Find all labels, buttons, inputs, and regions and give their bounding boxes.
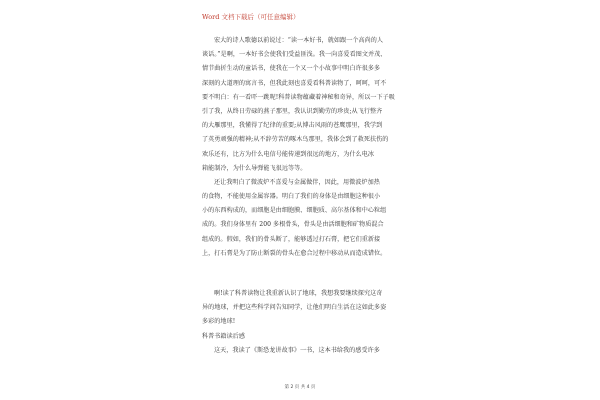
text-line: 了英勇顽强的精神;从不辞劳苦的啄木鸟那里，我体会到了救死扶伤的 <box>202 136 389 144</box>
text-line: 的食物，不能使用金属容器。明白了我们的身体是由细胞这种很小 <box>202 193 381 201</box>
text-line: 引了我，从终日劳碌的燕子那里，我认识到勤劳的珍贵;从飞行整齐 <box>202 107 383 115</box>
text-line: 深刻的大道理的寓言书，但我此刻也喜爱看科普读物了，呵呵，可不 <box>202 79 387 87</box>
text-line: 这天，我读了《斯恐龙讲故事》一书，这本书给我的感受许多 <box>214 346 380 354</box>
section-subtitle: 科普书籍读后感 <box>202 332 246 340</box>
text-line: 异的地球，并把这些科学问告知同学，让他们明白生活在这如此多姿 <box>202 304 387 312</box>
text-line: 组成的。假如，我们的骨头断了，能够透过打石膏，把它们重新接 <box>202 235 381 243</box>
text-line: 宏大的诗人歌德以前说过：“读一本好书，就如跟一个高尚的人 <box>214 37 384 44</box>
paragraph-4 <box>202 344 412 358</box>
paragraph-1 <box>202 34 412 176</box>
text-line: 多彩的地球! <box>202 318 236 326</box>
text-line: 要不明白：有一看吓一跳呢!科普读物蕴藏着神秘和奇异，所以一下子吸 <box>202 93 395 101</box>
text-line: 小的东西构成的，而细胞是由细胞膜、细胞质、高尔基体和中心粒组 <box>202 207 387 215</box>
text-line: 谈话。”是啊，一本好书会使我们受益匪浅。我一向喜爱看图文并茂、 <box>202 51 387 59</box>
paragraph-3 <box>202 287 412 330</box>
paragraph-2 <box>202 176 412 261</box>
text-line: 成的。我们身体里有 200 多根骨头，骨头是由活细胞和矿物质混合 <box>202 221 384 229</box>
document-body <box>202 34 412 358</box>
text-line: 啊!读了科普读物让我重新认识了地球，我想我要继续探究这奇 <box>214 290 383 297</box>
text-line: 还让我明白了微波炉不喜爱与金属做伴，因此，用微波炉加热 <box>214 178 380 186</box>
text-line: 欢乐还有，比方为什么电信号能传递到很远的地方，为什么电冰 <box>202 150 375 158</box>
paragraph-spacer <box>202 261 412 287</box>
text-line: 情节曲折生动的童话书，使我在一个又一个小故事中明白许很多多 <box>202 65 381 73</box>
page-footer: 第 2 页 共 4 页 <box>284 385 316 390</box>
document-header: Word 文档下载后（可任意编辑） <box>202 13 300 21</box>
text-line: 的大雁那里，我懂得了纪律的重要;从博击风雨的苍鹰那里，我学到 <box>202 122 383 130</box>
text-line: 上，打石膏是为了防止断裂的骨头在愈合过程中移动从而造成错位。 <box>202 249 387 257</box>
text-line: 箱能制冷，为什么导弹能飞很远等等。 <box>202 164 307 172</box>
